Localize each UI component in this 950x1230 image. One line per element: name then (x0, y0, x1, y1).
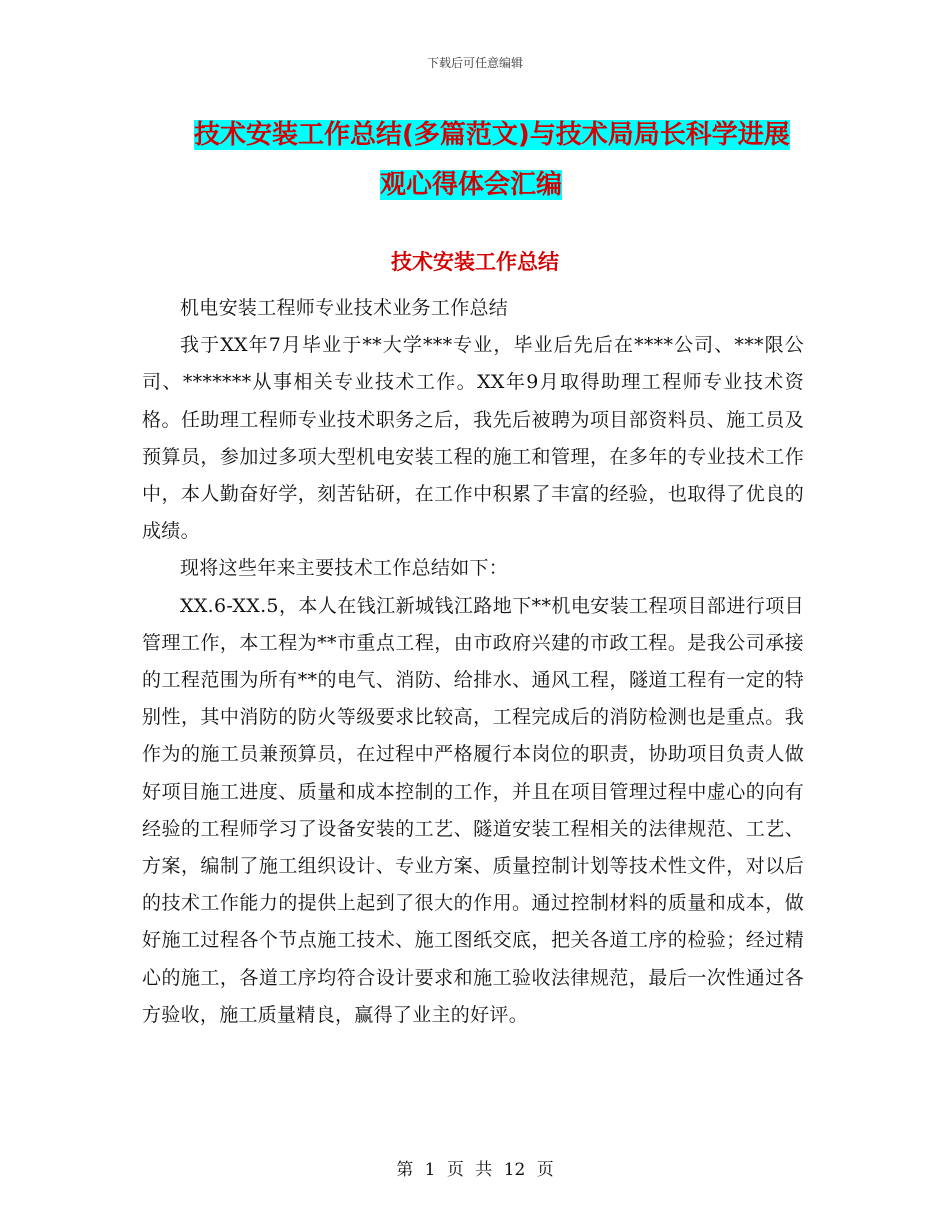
document-title-line-2 (140, 160, 830, 210)
paragraph: XX.6-XX.5，本人在钱江新城钱江路地下**机电安装工程项目部进行项目管理工作，本工程为**市重点工程，由市政府兴建的市政工程。是我公司承接的工程范围为所有**的电气、消防、给排水、通风工程，隧道工程有一定的特别性，其中消防的防火等级要求比较高，工程完成后的消防检测也是重点。我作为的施工员兼预算员，在过程中严格履行本岗位的职责，协助项目负责人做好项目施工进度、质量和成本控制的工作，并且在项目管理过程中虚心的向有经验的工程师学习了设备安装的工艺、隧道安装工程相关的法律规范、工艺、方案，编制了施工组织设计、专业方案、质量控制计划等技术性文件，对以后的技术工作能力的提供上起到了很大的作用。通过控制材料的质量和成本，做好施工过程各个节点施工技术、施工图纸交底，把关各道工序的检验；经过精心的施工，各道工序均符合设计要求和施工验收法律规范，最后一次性通过各方验收，施工质量精良，赢得了业主的好评。 (142, 594, 804, 1026)
header-note: 下载后可任意编辑 (426, 56, 523, 70)
section-title: 技术安装工作总结 (391, 250, 559, 274)
paragraph: 机电安装工程师专业技术业务工作总结 (180, 297, 509, 319)
paragraph: 我于XX年7月毕业于**大学***专业，毕业后先后在****公司、***限公司、*******从事相关专业技术工作。XX年9月取得助理工程师专业技术资格。任助理工程师专业技术职务之后，我先后被聘为项目部资料员、施工员及预算员，参加过多项大型机电安装工程的施工和管理，在多年的专业技术工作中，本人勤奋好学，刻苦钻研，在工作中积累了丰富的经验，也取得了优良的成绩。 (142, 334, 804, 543)
page-footer: 第 1 页 共 12 页 (396, 1160, 554, 1180)
document-title (140, 110, 830, 210)
paragraph: 现将这些年来主要技术工作总结如下： (180, 557, 509, 580)
title-highlight-1: 技术安装工作总结(多篇范文)与技术局局长科学进展 (194, 120, 790, 150)
title-highlight-2: 观心得体会汇编 (380, 170, 563, 200)
document-title-line-1 (140, 110, 830, 160)
document-body (142, 290, 804, 1034)
